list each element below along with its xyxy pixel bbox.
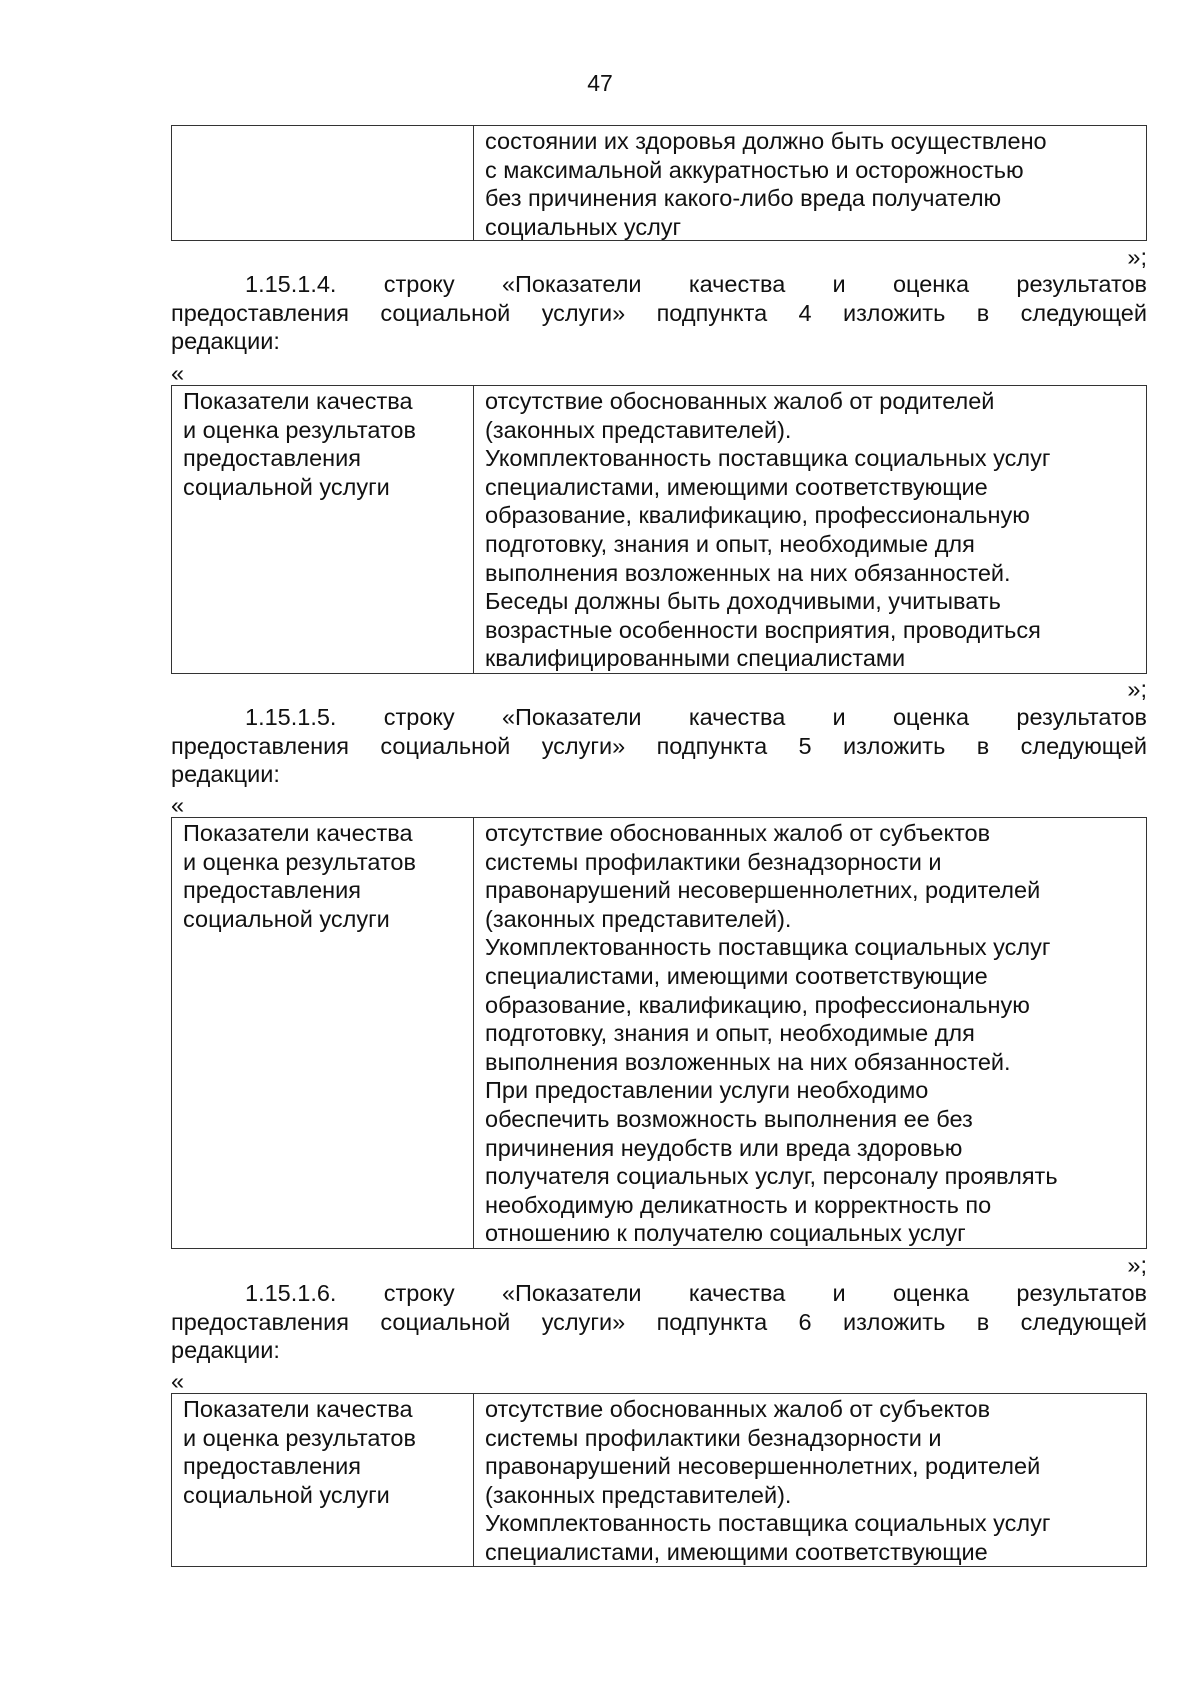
table-cell-label bbox=[172, 126, 474, 240]
paragraph-line: предоставления социальной услуги» подпункта 5 изложить в следующей bbox=[171, 732, 1147, 759]
closing-quote: »; bbox=[1127, 1252, 1147, 1278]
paragraph-line: 1.15.1.6. строку «Показатели качества и оценка результатов bbox=[245, 1280, 1147, 1306]
cell-text: Показатели качества и оценка результатов предоставления социальной услуги bbox=[183, 388, 416, 500]
closing-quote: »; bbox=[1127, 676, 1147, 702]
table-cell-label bbox=[172, 386, 474, 673]
table-quality-indicators bbox=[171, 1393, 1147, 1567]
page-number: 47 bbox=[587, 70, 613, 96]
cell-text: отсутствие обоснованных жалоб от субъектов системы профилактики безнадзорности и правонарушений несовершеннолетних, родителей (законных представителей). Укомплектованность поставщика социальных услуг специалистами, имеющими соответствующие bbox=[485, 1396, 1051, 1565]
opening-quote: « bbox=[171, 792, 185, 818]
table-cell-value bbox=[474, 126, 1146, 240]
table-continuation bbox=[171, 125, 1147, 241]
table-quality-indicators bbox=[171, 385, 1147, 674]
table-cell-value bbox=[474, 386, 1146, 673]
amendment-paragraph bbox=[171, 703, 1147, 789]
amendment-paragraph bbox=[171, 270, 1147, 356]
table-cell-value bbox=[474, 818, 1146, 1248]
cell-text: Показатели качества и оценка результатов предоставления социальной услуги bbox=[183, 1396, 416, 1508]
closing-quote: »; bbox=[1127, 244, 1147, 270]
cell-text: отсутствие обоснованных жалоб от родителей (законных представителей). Укомплектованность поставщика социальных услуг специалистами, имеющими соответствующие образование, квалификацию, профессиональную подготовку, знания и опыт, необходимые для выполнения возложенных на них обязанностей. Беседы должны быть доходчивыми, учитывать возрастные особенности восприятия, проводиться квалифицированными специалистами bbox=[485, 388, 1051, 672]
paragraph-line: редакции: bbox=[171, 1337, 280, 1364]
cell-text: отсутствие обоснованных жалоб от субъектов системы профилактики безнадзорности и правонарушений несовершеннолетних, родителей (законных представителей). Укомплектованность поставщика социальных услуг специалистами, имеющими соответствующие образование, квалификацию, профессиональную подготовку, знания и опыт, необходимые для выполнения возложенных на них обязанностей. При предоставлении услуги необходимо обеспечить возможность выполнения ее без причинения неудобств или вреда здоровью получателя социальных услуг, персоналу проявлять необходимую деликатность и корректность по отношению к получателю социальных услуг bbox=[485, 820, 1058, 1247]
opening-quote: « bbox=[171, 360, 185, 386]
table-cell-value bbox=[474, 1394, 1146, 1566]
paragraph-line: 1.15.1.4. строку «Показатели качества и оценка результатов bbox=[245, 271, 1147, 297]
paragraph-line: редакции: bbox=[171, 328, 280, 355]
table-cell-label bbox=[172, 1394, 474, 1566]
opening-quote: « bbox=[171, 1368, 185, 1394]
table-quality-indicators bbox=[171, 817, 1147, 1249]
amendment-paragraph bbox=[171, 1279, 1147, 1365]
paragraph-line: 1.15.1.5. строку «Показатели качества и оценка результатов bbox=[245, 704, 1147, 730]
cell-text: Показатели качества и оценка результатов предоставления социальной услуги bbox=[183, 820, 416, 932]
cell-text: состоянии их здоровья должно быть осуществлено с максимальной аккуратностью и осторожностью без причинения какого-либо вреда получателю социальных услуг bbox=[485, 128, 1047, 240]
paragraph-line: предоставления социальной услуги» подпункта 4 изложить в следующей bbox=[171, 299, 1147, 326]
table-cell-label bbox=[172, 818, 474, 1248]
paragraph-line: редакции: bbox=[171, 761, 280, 788]
paragraph-line: предоставления социальной услуги» подпункта 6 изложить в следующей bbox=[171, 1308, 1147, 1335]
